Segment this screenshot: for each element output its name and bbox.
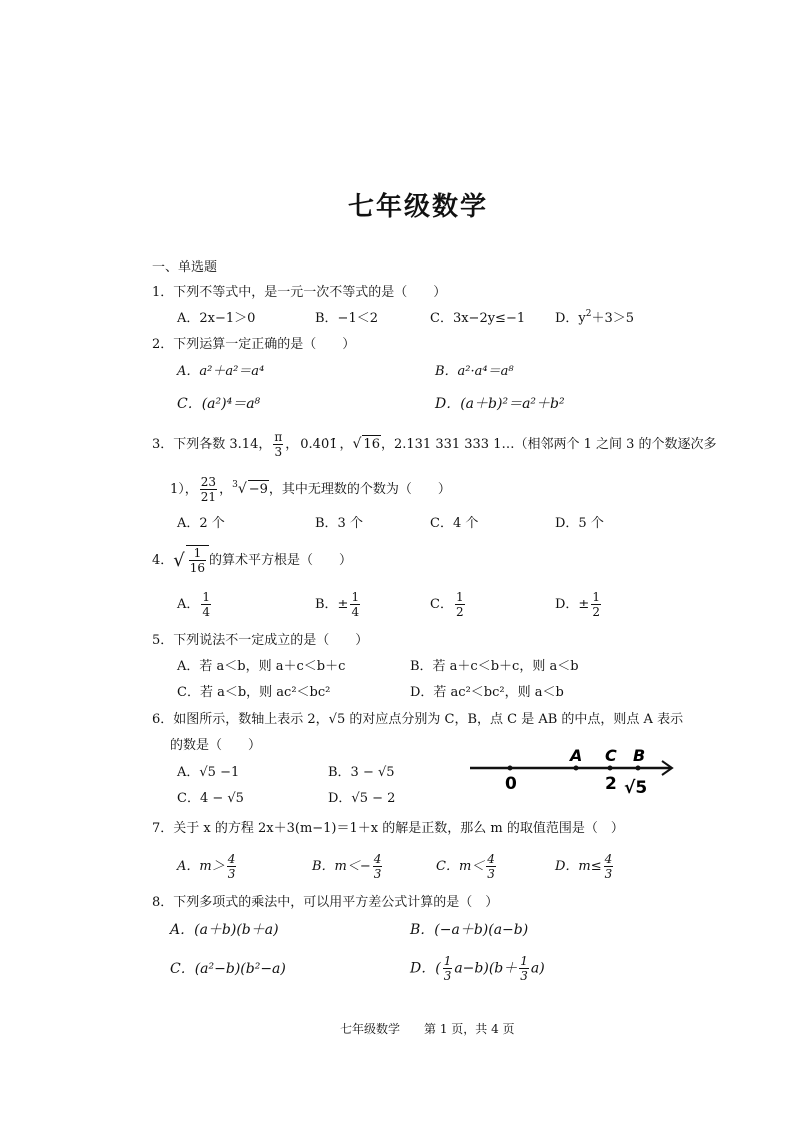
question-6-line-2: 的数是（ ） <box>170 738 262 753</box>
question-8-stem: 8．下列多项式的乘法中，可以用平方差公式计算的是（ ） <box>152 895 499 910</box>
label-b: B <box>633 746 646 765</box>
question-2-option-d: D．(a＋b)²＝a²＋b² <box>435 396 565 412</box>
question-6-option-d: D．√5 − 2 <box>328 791 396 806</box>
question-1-option-b: B．−1＜2 <box>315 311 378 326</box>
question-4-stem: 4．√ $\frac{1}{16}$ 的算术平方根是（ ） <box>152 546 353 575</box>
question-2-option-a: A．a²＋a²＝a⁴ <box>177 364 265 379</box>
question-4-option-b: B．± $\frac{1}{4}$ <box>315 590 360 619</box>
question-7-option-a: A．m＞ $\frac{4}{3}$ <box>177 852 236 881</box>
question-7-option-b: B．m＜− $\frac{4}{3}$ <box>312 852 382 881</box>
question-5-option-b: B．若 a＋c＜b＋c，则 a＜b <box>410 659 579 674</box>
question-3-line-2: 1）， $\frac{23}{21}$ ，$^3$√ −9，其中无理数的个数为（ ） <box>170 475 451 504</box>
question-6-line-1: 6．如图所示，数轴上表示 2，√5 的对应点分别为 C，B，点 C 是 AB 的中点，则点 A 表示 <box>152 712 684 727</box>
question-4-option-c: C． $\frac{1}{2}$ <box>430 590 464 619</box>
question-1-option-c: C．3x−2y≤−1 <box>430 311 526 326</box>
label-two: 2 <box>605 774 617 794</box>
question-5-stem: 5．下列说法不一定成立的是（ ） <box>152 633 369 648</box>
twenty-three-over-twenty-one: $\frac{23}{21}$ <box>200 475 217 504</box>
point-zero <box>508 766 513 771</box>
question-1-option-d: D．$y^2+3>5$ <box>555 309 635 326</box>
question-6-option-a: A．√5 −1 <box>177 765 240 780</box>
question-8-option-a: A．(a＋b)(b＋a) <box>170 922 279 938</box>
question-1-stem: 1．下列不等式中，是一元一次不等式的是（ ） <box>152 285 447 300</box>
page-footer: 七年级数学 第 1 页，共 4 页 <box>340 1022 515 1036</box>
question-6-option-b: B．3 − √5 <box>328 765 395 780</box>
question-3-option-a: A．2 个 <box>177 516 225 531</box>
section-heading: 一、单选题 <box>152 260 218 275</box>
question-2-option-c: C．(a²)⁴＝a⁸ <box>177 396 261 412</box>
question-8-option-d: D．( $\frac{1}{3}$ a−b)(b＋ $\frac{1}{3}$ a) <box>410 954 545 983</box>
page-title: 七年级数学 <box>348 192 489 222</box>
label-a: A <box>570 746 583 765</box>
question-5-option-c: C．若 a＜b，则 ac²＜bc² <box>177 685 331 700</box>
question-3-option-c: C．4 个 <box>430 516 479 531</box>
label-c: C <box>605 746 617 765</box>
question-3-option-d: D．5 个 <box>555 516 604 531</box>
question-7-option-c: C．m＜ $\frac{4}{3}$ <box>436 852 495 881</box>
question-7-option-d: D．m≤ $\frac{4}{3}$ <box>555 852 613 881</box>
label-zero: 0 <box>505 774 517 794</box>
point-a <box>574 766 579 771</box>
point-b <box>636 766 641 771</box>
question-2-stem: 2．下列运算一定正确的是（ ） <box>152 337 356 352</box>
label-sqrt5: √5 <box>624 778 648 798</box>
question-3-line-1: 3．下列各数 3.14， $\frac{\pi}{3}$ ， 0.40̇1̇ ，√ 16，2.131 331 333 1…（相邻两个 1 之间 3 的个数逐次多 <box>152 430 717 459</box>
number-line-figure <box>466 745 686 805</box>
question-3-option-b: B．3 个 <box>315 516 363 531</box>
point-c <box>608 766 613 771</box>
question-7-stem: 7．关于 x 的方程 2x＋3(m−1)＝1＋x 的解是正数，那么 m 的取值范围是（ ） <box>152 821 624 836</box>
question-5-option-d: D．若 ac²＜bc²，则 a＜b <box>410 685 564 700</box>
question-2-option-b: B．a²·a⁴＝a⁸ <box>435 364 514 379</box>
question-4-option-d: D．± $\frac{1}{2}$ <box>555 590 600 619</box>
question-8-option-c: C．(a²−b)(b²−a) <box>170 961 286 977</box>
question-5-option-a: A．若 a＜b，则 a＋c＜b＋c <box>177 659 346 674</box>
pi-over-3-fraction: $\frac{\pi}{3}$ <box>274 430 283 459</box>
question-8-option-b: B．(−a＋b)(a−b) <box>410 922 529 938</box>
question-6-option-c: C．4 − √5 <box>177 791 244 806</box>
question-4-option-a: A． $\frac{1}{4}$ <box>177 590 211 619</box>
question-1-option-a: A．2x−1＞0 <box>177 311 256 326</box>
